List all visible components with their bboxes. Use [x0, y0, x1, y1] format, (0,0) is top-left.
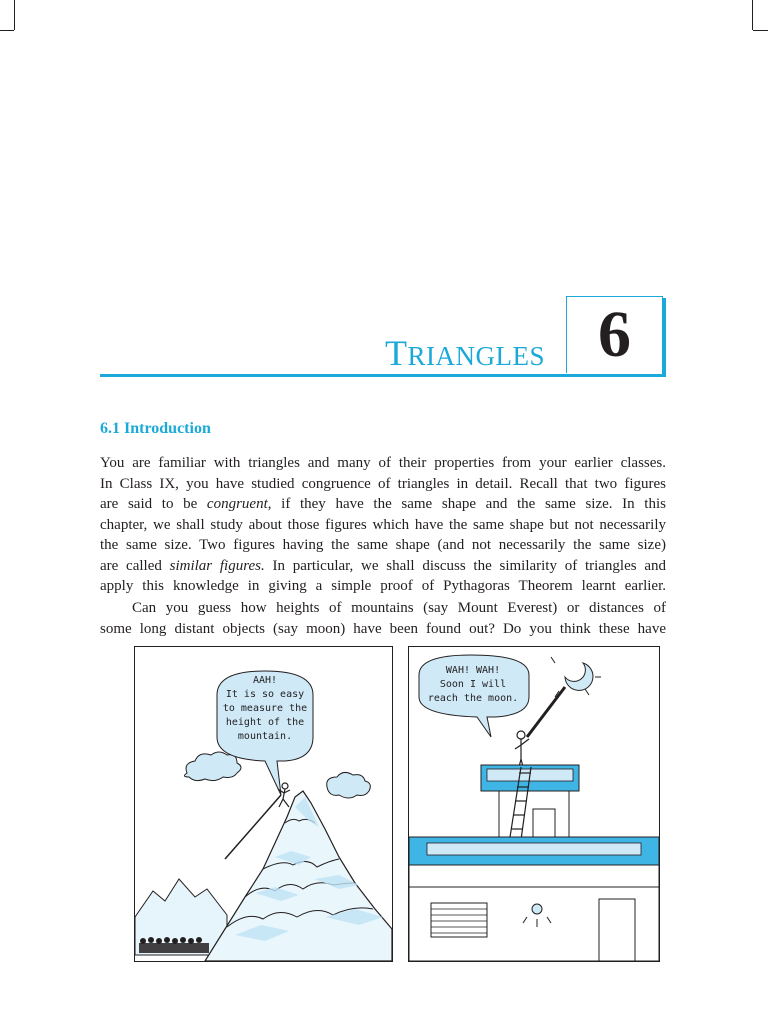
chapter-number: 6	[598, 298, 631, 371]
question-paragraph	[100, 598, 666, 639]
roof-parapet-inner	[427, 843, 641, 855]
right-speech-bubble	[419, 655, 529, 737]
lower-door	[599, 899, 635, 961]
paragraph-line: You are familiar with triangles and many of their properties from your earlier classes.	[100, 455, 666, 471]
paragraph-line	[100, 494, 666, 515]
paragraph-line: apply this knowledge in giving a simple proof of Pythagoras Theorem learnt earlier.	[100, 578, 666, 594]
window	[431, 903, 487, 937]
cloud-right	[327, 772, 371, 798]
bubble-line: height of the	[225, 717, 305, 728]
paragraph-text: Can you guess how heights of mountains (say Mount Everest) or distances of	[132, 600, 666, 616]
intro-paragraph	[100, 453, 666, 597]
paragraph-text: are said to be	[100, 496, 207, 512]
moon-icon	[551, 657, 601, 697]
moon-scene	[409, 647, 659, 961]
crop-mark-top-left-vertical	[14, 0, 15, 30]
paragraph-text: In particular, we shall discuss the similarity of triangles and	[264, 557, 666, 574]
chapter-title-rule	[100, 374, 666, 377]
pole	[527, 687, 565, 737]
paragraph-line: the same size. Two figures having the same shape (and not necessarily the same size)	[100, 537, 666, 553]
bubble-line: It is so easy	[225, 689, 305, 700]
paragraph-text: are called	[100, 557, 170, 574]
term-similar-figures: similar figures.	[169, 557, 265, 574]
mountain-scene	[135, 647, 392, 961]
bubble-line: WAH! WAH!	[445, 665, 501, 676]
bubble-line: to measure the	[222, 703, 308, 714]
chapter-number-box	[566, 296, 663, 373]
section-heading: 6.1 Introduction	[100, 420, 211, 437]
mountain	[205, 791, 392, 961]
paragraph-line	[100, 556, 666, 577]
chapter-title	[385, 333, 545, 376]
tree-line	[139, 937, 209, 953]
cloud-left	[184, 752, 241, 781]
bubble-line: mountain.	[237, 731, 293, 742]
paragraph-line: chapter, we shall study about those figures which have the same shape but not necessarily	[100, 516, 666, 533]
chapter-title-initial: T	[385, 333, 408, 373]
moon-illustration	[408, 646, 660, 962]
paragraph-line	[100, 598, 666, 619]
crop-mark-top-left-horizontal	[0, 30, 14, 31]
bubble-line: reach the moon.	[427, 693, 519, 704]
mountain-illustration	[134, 646, 393, 962]
paragraph-text: , if they have the same shape and the same size. In this	[267, 496, 666, 512]
term-congruent: congruent	[206, 496, 268, 512]
crop-mark-top-right-horizontal	[753, 30, 768, 31]
paragraph-line: some long distant objects (say moon) have been found out? Do you think these have	[100, 620, 666, 637]
bubble-line: AAH!	[252, 675, 278, 686]
paragraph-line: In Class IX, you have studied congruence of triangles in detail. Recall that two figures	[100, 475, 666, 492]
chapter-title-rest: RIANGLES	[407, 341, 545, 371]
bubble-line: Soon I will	[439, 679, 507, 690]
crop-mark-top-right-vertical	[752, 0, 753, 30]
